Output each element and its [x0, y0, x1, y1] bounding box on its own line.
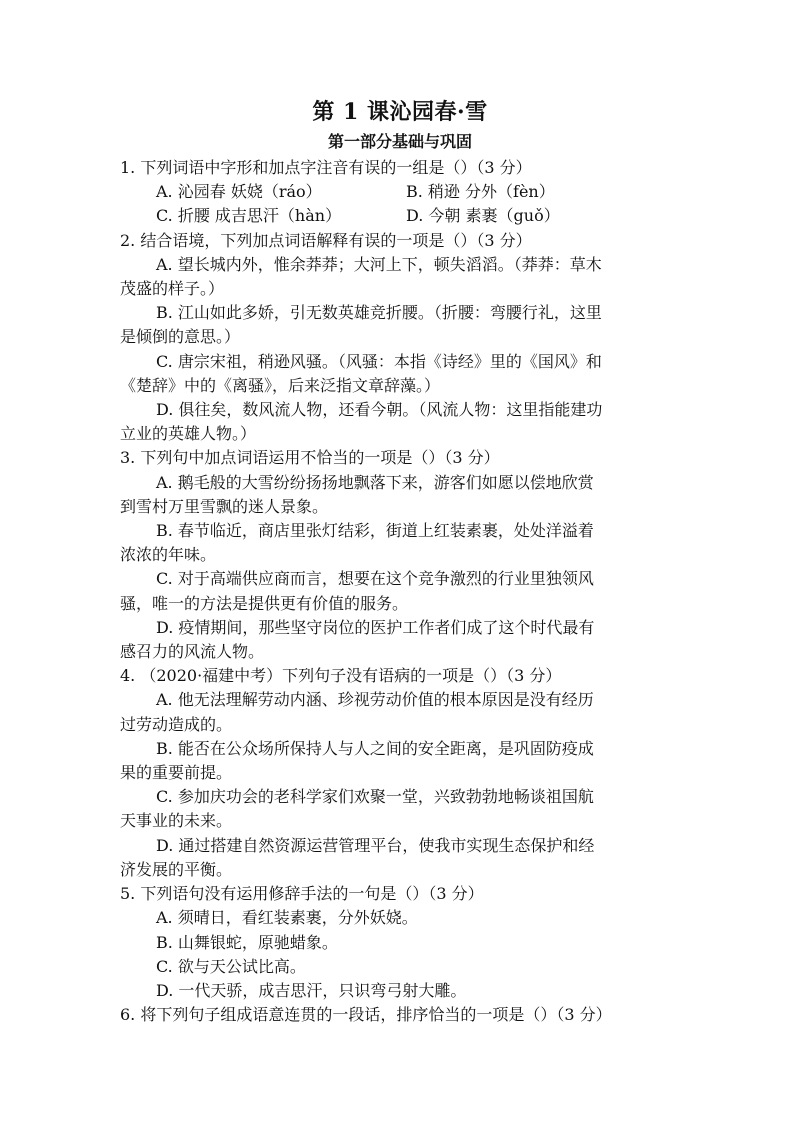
option-pair-line [120, 204, 680, 228]
continuation-line: 《楚辞》中的《离骚》，后来泛指文章辞藻。） [120, 375, 441, 395]
option-line: B. 山舞银蛇，原驰蜡象。 [156, 932, 338, 952]
option-line: D. 俱往矣，数风流人物，还看今朝。（风流人物：这里指能建功 [156, 400, 603, 420]
option-line: D. 通过搭建自然资源运营管理平台，使我市实现生态保护和经 [156, 835, 595, 855]
question-list [120, 156, 680, 1027]
option-text: D. 今朝 素裹（guǒ） [406, 206, 560, 226]
option-line: A. 须晴日，看红装素裹，分外妖娆。 [156, 908, 418, 928]
question-stem: 3. 下列句中加点词语运用不恰当的一项是（）（3 分） [120, 448, 500, 468]
option-text: A. 沁园春 妖娆（ráo） [156, 182, 322, 202]
continuation-line: 过劳动造成的。 [120, 714, 233, 734]
option-line: A. 他无法理解劳动内涵、珍视劳动价值的根本原因是没有经历 [156, 690, 594, 710]
continuation-line: 济发展的平衡。 [120, 859, 233, 879]
option-line: B. 能否在公众场所保持人与人之间的安全距离，是巩固防疫成 [156, 738, 594, 758]
option-line: C. 对于高端供应商而言，想要在这个竞争激烈的行业里独领风 [156, 569, 594, 589]
question-stem: 2. 结合语境，下列加点词语解释有误的一项是（）（3 分） [120, 230, 532, 250]
option-text: B. 稍逊 分外（fèn） [406, 182, 555, 202]
continuation-line: 立业的英雄人物。） [120, 424, 257, 444]
continuation-line: 感召力的风流人物。 [120, 642, 265, 662]
continuation-line: 天事业的未来。 [120, 811, 233, 831]
option-line: D. 一代天骄，成吉思汗，只识弯弓射大雕。 [156, 980, 467, 1000]
section-subtitle: 第一部分基础与巩固 [327, 132, 472, 151]
page-title: 第 1 课沁园春·雪 [312, 99, 488, 125]
question-stem: 1. 下列词语中字形和加点字注音有误的一组是（）（3 分） [120, 158, 532, 177]
option-line: A. 望长城内外，惟余莽莽；大河上下，顿失滔滔。（莽莽：草木 [156, 254, 602, 274]
continuation-line: 到雪村万里雪飘的迷人景象。 [120, 496, 329, 516]
option-line: A. 鹅毛般的大雪纷纷扬扬地飘落下来，游客们如愿以偿地欣赏 [156, 472, 594, 492]
continuation-line: 是倾倒的意思。） [120, 327, 241, 347]
option-line: B. 江山如此多娇，引无数英雄竞折腰。（折腰：弯腰行礼，这里 [156, 303, 602, 323]
option-pair-line [120, 180, 680, 204]
question-stem: 4. （2020·福建中考）下列句子没有语病的一项是（）（3 分） [120, 666, 562, 686]
option-line: C. 唐宗宋祖，稍逊风骚。（风骚：本指《诗经》里的《国风》和 [156, 351, 602, 371]
option-line: B. 春节临近，商店里张灯结彩，街道上红装素裹，处处洋溢着 [156, 521, 594, 541]
option-line: D. 疫情期间，那些坚守岗位的医护工作者们成了这个时代最有 [156, 617, 595, 637]
question-stem: 5. 下列语句没有运用修辞手法的一句是（）（3 分） [120, 884, 484, 904]
continuation-line: 茂盛的样子。） [120, 279, 225, 299]
question-stem: 6. 将下列句子组成语意连贯的一段话，排序恰当的一项是（）（3 分） [120, 1005, 612, 1025]
continuation-line: 果的重要前提。 [120, 763, 233, 783]
document-page [120, 96, 680, 1027]
option-text: C. 折腰 成吉思汗（hàn） [156, 206, 342, 226]
continuation-line: 骚，唯一的方法是提供更有价值的服务。 [120, 593, 409, 613]
continuation-line: 浓浓的年味。 [120, 545, 217, 565]
option-line: C. 参加庆功会的老科学家们欢聚一堂，兴致勃勃地畅谈祖国航 [156, 787, 594, 807]
option-line: C. 欲与天公试比高。 [156, 956, 306, 976]
